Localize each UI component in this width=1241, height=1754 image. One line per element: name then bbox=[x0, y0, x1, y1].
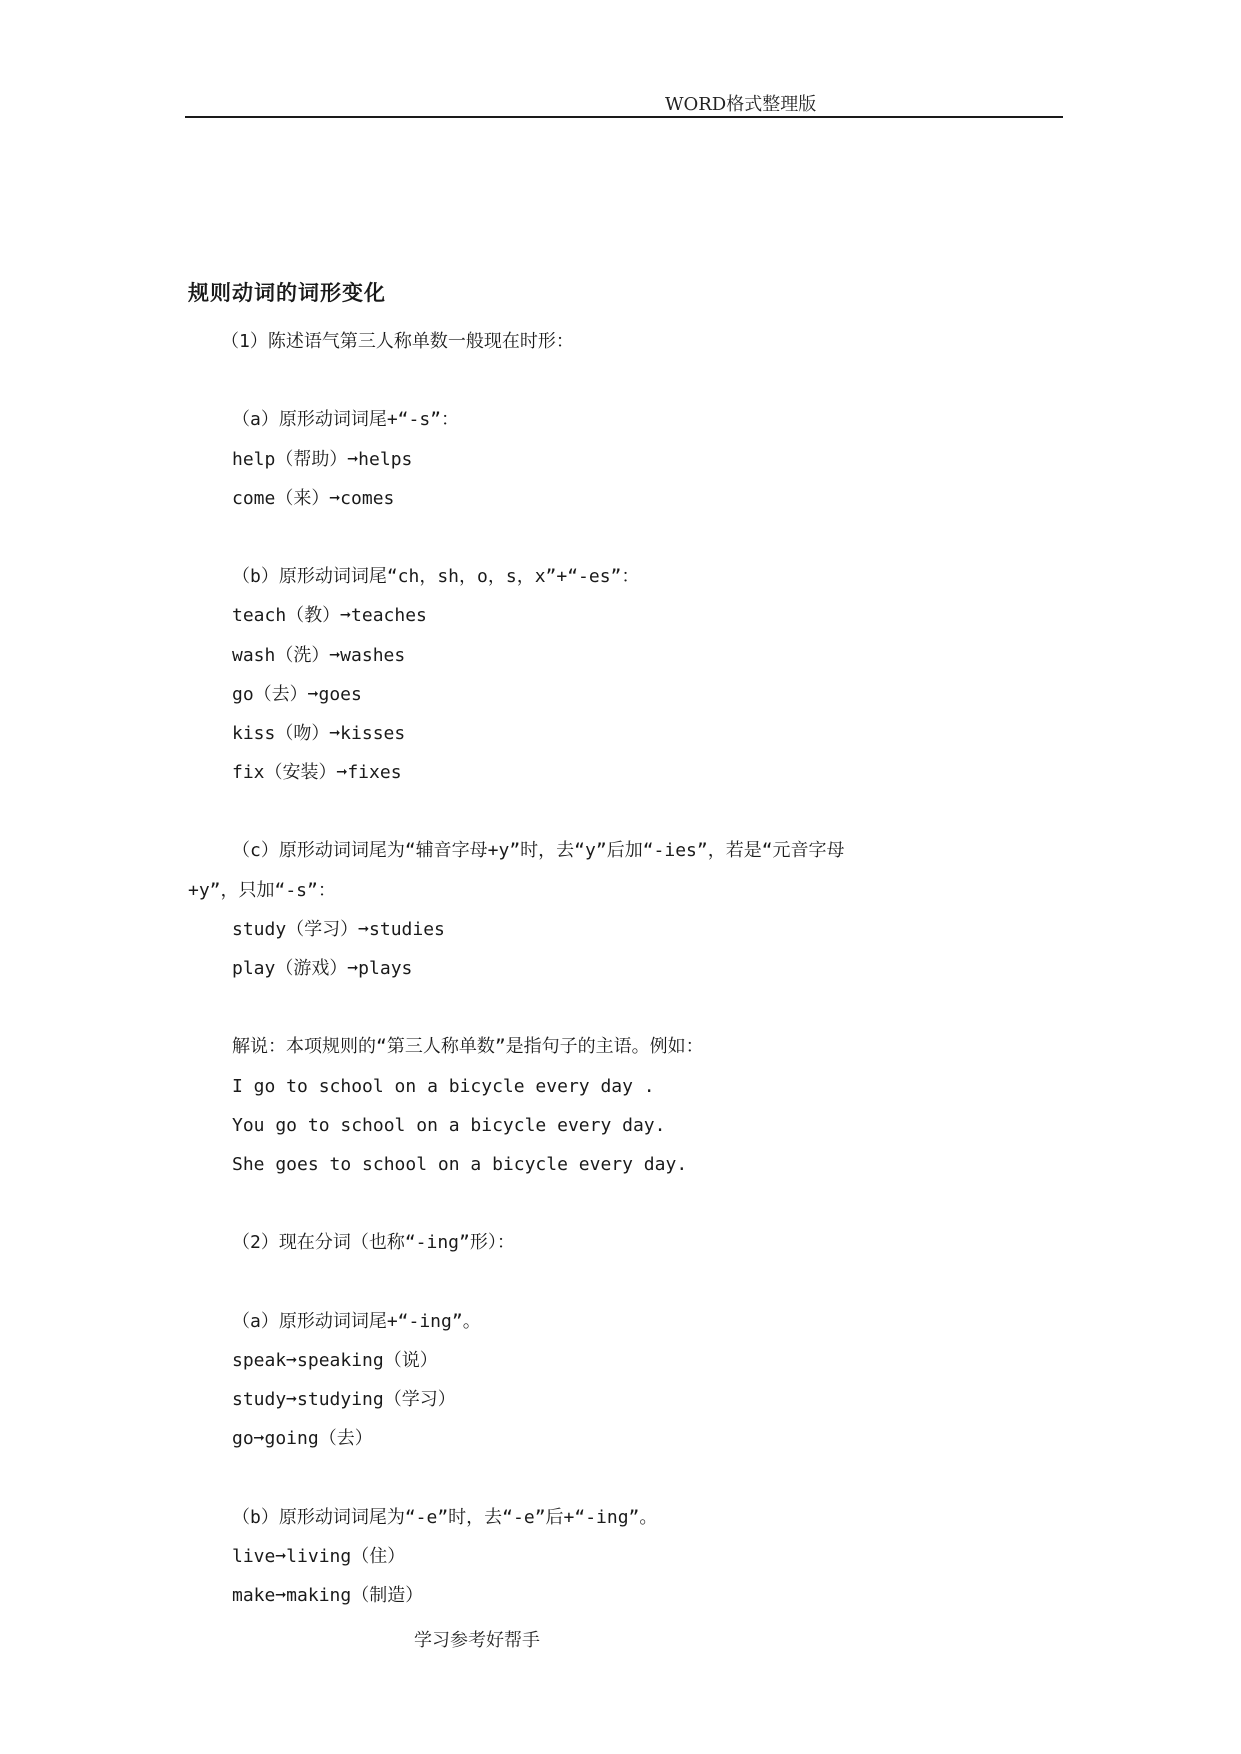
example-line: go➞going（去） bbox=[232, 1428, 373, 1450]
example-line: live➞living（住） bbox=[232, 1545, 406, 1567]
rule-heading: （2）现在分词（也称“-ing”形）： bbox=[232, 1232, 515, 1254]
header-text: WORD格式整理版 bbox=[665, 94, 817, 115]
example-line: play（游戏）➞plays bbox=[232, 958, 413, 979]
example-line: help（帮助）➞helps bbox=[232, 448, 413, 470]
subrule-heading: （b）原形动词词尾“ch，sh，o，s，x”+“-es”： bbox=[232, 566, 640, 588]
example-line: study➞studying（学习） bbox=[232, 1389, 456, 1411]
subrule-heading: （c）原形动词词尾为“辅音字母+y”时，去“y”后加“-ies”，若是“元音字母 bbox=[232, 840, 845, 862]
example-sentence: You go to school on a bicycle every day. bbox=[232, 1114, 666, 1136]
example-line: speak➞speaking（说） bbox=[232, 1349, 438, 1371]
subrule-heading: （a）原形动词词尾+“-s”： bbox=[232, 409, 460, 431]
blank-line bbox=[188, 1263, 1068, 1302]
example-line: fix（安装）➞fixes bbox=[232, 762, 402, 784]
subrule-heading: （a）原形动词词尾+“-ing”。 bbox=[232, 1310, 481, 1332]
blank-line bbox=[188, 361, 1068, 400]
section-title: 规则动词的词形变化 bbox=[188, 281, 386, 305]
rule-heading: （1）陈述语气第三人称单数一般现在时形： bbox=[221, 331, 574, 352]
example-line: go（去）➞goes bbox=[232, 683, 362, 705]
example-sentence: I go to school on a bicycle every day . bbox=[232, 1075, 655, 1097]
example-line: come（来）➞comes bbox=[232, 487, 395, 509]
document-body bbox=[188, 278, 1068, 1615]
blank-line bbox=[188, 988, 1068, 1027]
example-line: teach（教）➞teaches bbox=[232, 605, 427, 627]
blank-line bbox=[188, 792, 1068, 831]
example-line: kiss（吻）➞kisses bbox=[232, 722, 406, 744]
explanation-heading: 解说：本项规则的“第三人称单数”是指句子的主语。例如： bbox=[232, 1036, 704, 1058]
example-line: make➞making（制造） bbox=[232, 1585, 424, 1606]
blank-line bbox=[188, 1184, 1068, 1223]
subrule-heading: （b）原形动词词尾为“-e”时，去“-e”后+“-ing”。 bbox=[232, 1506, 658, 1528]
page-header bbox=[185, 86, 1063, 118]
page-footer: 学习参考好帮手 bbox=[414, 1630, 540, 1651]
blank-line bbox=[188, 1458, 1068, 1497]
subrule-heading-continued: +y”，只加“-s”： bbox=[188, 879, 336, 901]
example-line: wash（洗）➞washes bbox=[232, 644, 406, 666]
example-line: study（学习）➞studies bbox=[232, 918, 445, 940]
example-sentence: She goes to school on a bicycle every day. bbox=[232, 1153, 688, 1175]
blank-line bbox=[188, 518, 1068, 557]
